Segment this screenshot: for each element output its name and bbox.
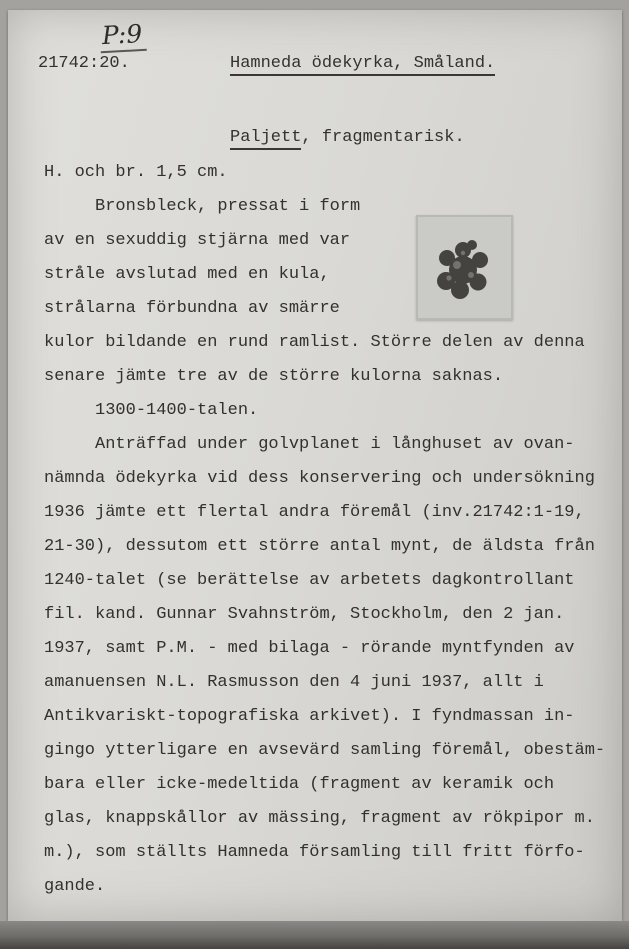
text-line: gande. (44, 877, 106, 896)
text-line: glas, knappskållor av mässing, fragment av rökpipor m. (44, 809, 595, 828)
text-line: 1937, samt P.M. - med bilaga - rörande myntfynden av (44, 639, 575, 658)
text-line: Anträffad under golvplanet i långhuset av ovan- (44, 435, 575, 454)
text-line: 1936 jämte ett flertal andra föremål (inv.21742:1-19, (44, 503, 585, 522)
text-line: 1240-talet (se berättelse av arbetets dagkontrollant (44, 571, 575, 590)
text-line: H. och br. 1,5 cm. (44, 163, 228, 182)
text-line: nämnda ödekyrka vid dess konservering och undersökning (44, 469, 595, 488)
body-text (44, 156, 624, 904)
catalog-number: 21742:20. (38, 54, 130, 73)
text-line: senare jämte tre av de större kulorna saknas. (44, 367, 504, 386)
object-qualifier: , fragmentarisk. (301, 128, 465, 147)
text-line: m.), som ställts Hamneda församling till fritt förfo- (44, 843, 585, 862)
object-heading (230, 128, 465, 147)
text-line: fil. kand. Gunnar Svahnström, Stockholm, den 2 jan. (44, 605, 565, 624)
text-line: kulor bildande en rund ramlist. Större delen av denna (44, 333, 585, 352)
handwritten-annotation: P:9 (99, 19, 147, 53)
paper-sheet (8, 10, 622, 921)
object-name: Paljett (230, 128, 301, 150)
text-line: av en sexuddig stjärna med var (44, 231, 351, 250)
text-line: Bronsbleck, pressat i form (44, 197, 361, 216)
text-line: amanuensen N.L. Rasmusson den 4 juni 1937, allt i (44, 673, 544, 692)
text-line: stråle avslutad med en kula, (44, 265, 330, 284)
text-line: 1300-1400-talen. (44, 401, 259, 420)
text-line: gingo ytterligare en avsevärd samling föremål, obestäm- (44, 741, 606, 760)
scan-edge-shadow (0, 921, 629, 949)
text-line: bara eller icke-medeltida (fragment av keramik och (44, 775, 555, 794)
text-line: 21-30), dessutom ett större antal mynt, de äldsta från (44, 537, 595, 556)
page-title: Hamneda ödekyrka, Småland. (230, 54, 495, 76)
text-line: strålarna förbundna av smärre (44, 299, 340, 318)
text-line: Antikvariskt-topografiska arkivet). I fyndmassan in- (44, 707, 575, 726)
